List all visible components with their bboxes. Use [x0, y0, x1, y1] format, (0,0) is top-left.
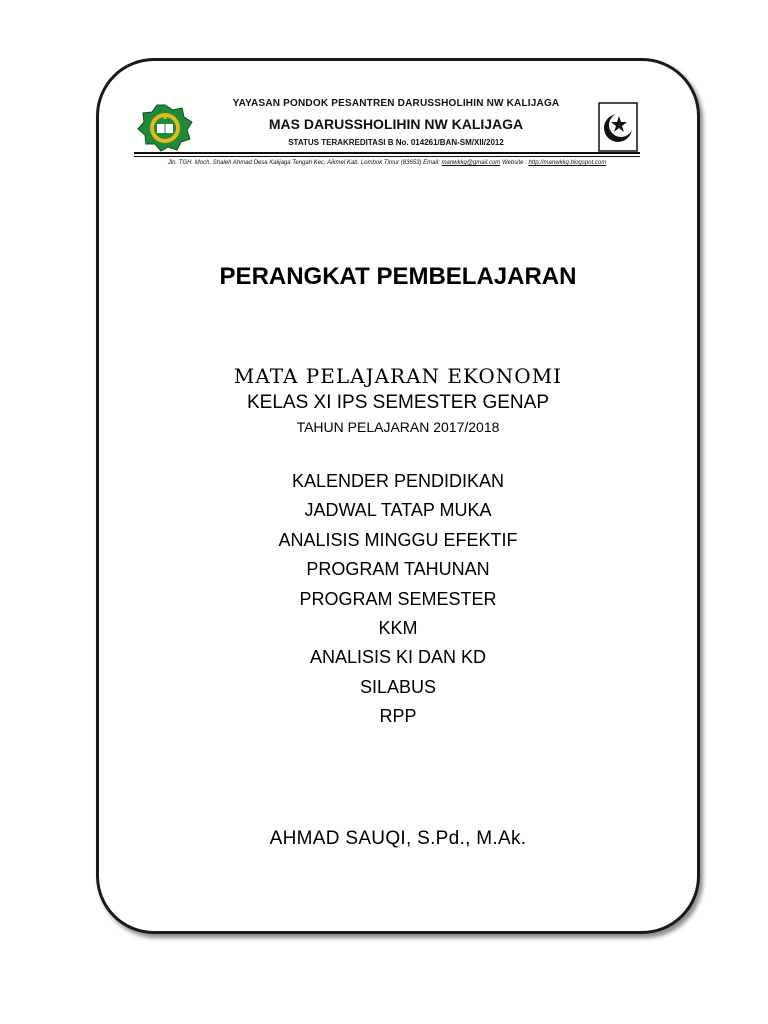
contents-item: PROGRAM SEMESTER [299, 588, 497, 609]
website-link[interactable]: http://manwkkg.blogspot.com [528, 160, 607, 166]
contents-item: JADWAL TATAP MUKA [304, 500, 492, 521]
address-text: Jln. TGH. Moch. Shaleh Ahmad Desa Kalijaga Tengah Kec. Aikmel Kab. Lombok Timur (83653) Email: [167, 160, 440, 166]
document-title: PERANGKAT PEMBELAJARAN [219, 263, 577, 290]
contents-item: RPP [379, 706, 417, 727]
foundation-name: YAYASAN PONDOK PESANTREN DARUSSHOLIHIN NW KALIJAGA [232, 98, 560, 109]
contents-item: ANALISIS MINGGU EFEKTIF [278, 529, 518, 550]
contents-item: KKM [378, 617, 418, 638]
contents-item: PROGRAM TAHUNAN [306, 559, 490, 580]
nw-crescent-star-icon [598, 102, 638, 152]
academic-year: TAHUN PELAJARAN 2017/2018 [296, 419, 500, 435]
class-info: KELAS XI IPS SEMESTER GENAP [247, 392, 549, 413]
contents-item: KALENDER PENDIDIKAN [291, 471, 505, 491]
contents-item: SILABUS [359, 676, 437, 697]
school-address [134, 160, 640, 166]
school-name: MAS DARUSSHOLIHIN NW KALIJAGA [268, 116, 524, 132]
header-rule-thin [134, 156, 640, 157]
header-rule-thick [134, 152, 640, 154]
website-label: Website : [501, 160, 527, 166]
contents-item: ANALISIS KI DAN KD [309, 647, 487, 668]
kemenag-emblem-icon [137, 104, 193, 152]
accreditation-status: STATUS TERAKREDITASI B No. 014261/BAN-SM/XII/2012 [288, 138, 504, 147]
contents-list [96, 467, 700, 732]
author-name: AHMAD SAUQI, S.Pd., M.Ak. [269, 828, 527, 849]
email-link[interactable]: manwkkg@gmail.com [441, 160, 501, 166]
subject-name: MATA PELAJARAN EKONOMI [233, 364, 563, 388]
